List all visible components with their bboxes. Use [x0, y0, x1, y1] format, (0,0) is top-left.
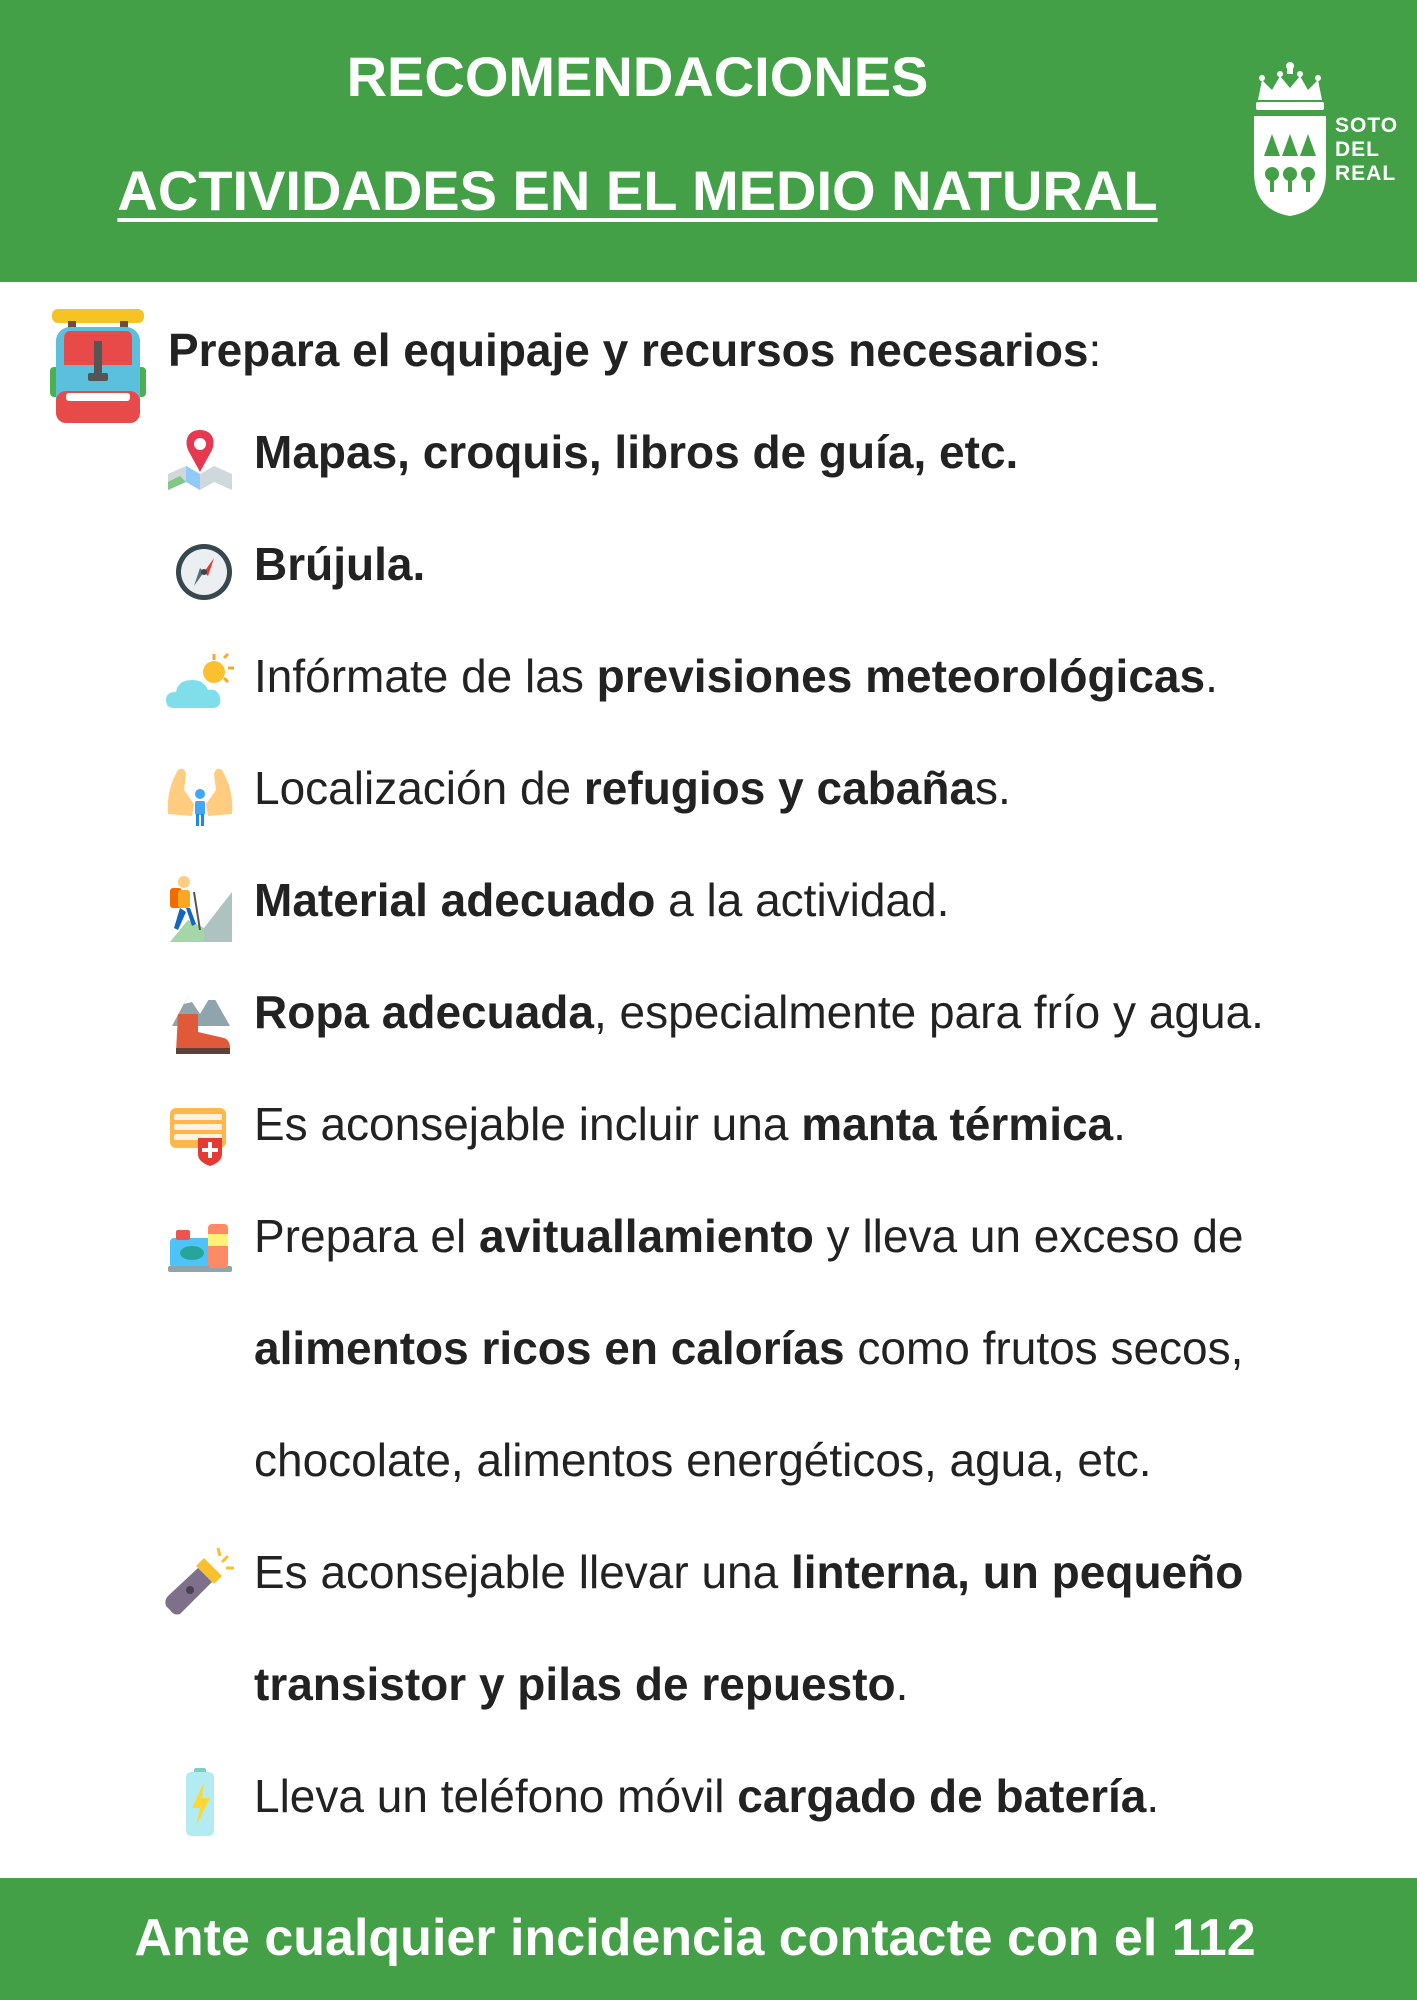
list-item-continuation [254, 1656, 908, 1712]
item-text-segment: chocolate, alimentos energéticos, agua, etc. [254, 1434, 1152, 1486]
logo-text-line: DEL [1335, 138, 1380, 161]
item-text-bold: cargado de batería [737, 1770, 1147, 1822]
item-text-bold: Ropa adecuada [254, 986, 594, 1038]
food-icon [164, 1208, 236, 1280]
logo-text-line: SOTO [1335, 114, 1399, 137]
list-item-continuation [254, 1320, 1243, 1376]
list-item [254, 872, 949, 928]
backpack-icon [46, 305, 150, 427]
boot-icon [164, 984, 236, 1056]
logo-wordmark [1335, 114, 1398, 186]
item-text-bold: Material adecuado [254, 874, 656, 926]
item-text-bold: transistor y pilas de repuesto [254, 1658, 896, 1710]
item-text-segment: a la actividad. [655, 874, 950, 926]
item-text-segment: . [1205, 650, 1218, 702]
equipment-heading-bold: Prepara el equipaje y recursos necesarios [168, 324, 1089, 376]
thermal-blanket-icon [164, 1096, 236, 1168]
item-text-bold: avituallamiento [479, 1210, 814, 1262]
coat-of-arms-icon [1250, 60, 1330, 220]
weather-icon [164, 648, 236, 720]
equipment-heading [168, 322, 1101, 378]
item-text-segment: . [895, 1658, 909, 1710]
item-text-segment: Localización de [254, 762, 584, 814]
item-text-segment: Infórmate de las [254, 650, 597, 702]
item-text-segment: Prepara el [254, 1210, 480, 1262]
item-text-bold: linterna, un pequeño [791, 1546, 1244, 1598]
item-text-segment: . [1146, 1770, 1160, 1822]
item-text-bold: refugios y cabaña [583, 762, 976, 814]
list-item [254, 536, 425, 592]
logo-text-line: REAL [1335, 162, 1397, 185]
header-banner [0, 0, 1417, 282]
emergency-contact-text: Ante cualquier incidencia contacte con el 112 [134, 1909, 1256, 1967]
list-item [254, 648, 1218, 704]
list-item [254, 1208, 1243, 1264]
item-text-bold: Brújula. [254, 538, 426, 590]
item-text-segment: Es aconsejable llevar una [254, 1546, 791, 1598]
map-icon [164, 424, 236, 496]
flashlight-icon [164, 1544, 236, 1616]
list-item [254, 984, 1264, 1040]
header-title: RECOMENDACIONES [346, 45, 929, 108]
item-text-segment: como frutos secos, [844, 1322, 1244, 1374]
item-text-segment: . [1113, 1098, 1126, 1150]
item-text-bold: manta térmica [801, 1098, 1114, 1150]
list-item [254, 1768, 1159, 1824]
shelter-icon [164, 760, 236, 832]
item-text-segment: , especialmente para frío y agua. [594, 986, 1264, 1038]
item-text-segment: s. [975, 762, 1011, 814]
municipality-logo [1250, 60, 1400, 220]
item-text-bold: previsiones meteorológicas [596, 650, 1206, 702]
item-text-bold: Mapas, croquis, libros de guía, etc. [254, 426, 1019, 478]
item-text-bold: alimentos ricos en calorías [254, 1322, 845, 1374]
list-item [254, 1544, 1243, 1600]
item-text-segment: Es aconsejable incluir una [254, 1098, 802, 1150]
list-item [254, 1096, 1126, 1152]
hiker-icon [164, 872, 236, 944]
equipment-heading-colon: : [1088, 324, 1102, 376]
item-text-segment: y lleva un exceso de [813, 1210, 1244, 1262]
header-subtitle: ACTIVIDADES EN EL MEDIO NATURAL [117, 159, 1158, 222]
battery-icon [164, 1768, 236, 1840]
item-text-segment: Lleva un teléfono móvil [254, 1770, 738, 1822]
list-item [254, 760, 1011, 816]
list-item [254, 424, 1018, 480]
compass-icon [164, 536, 236, 608]
footer-banner [0, 1878, 1417, 2000]
list-item-continuation [254, 1432, 1152, 1488]
